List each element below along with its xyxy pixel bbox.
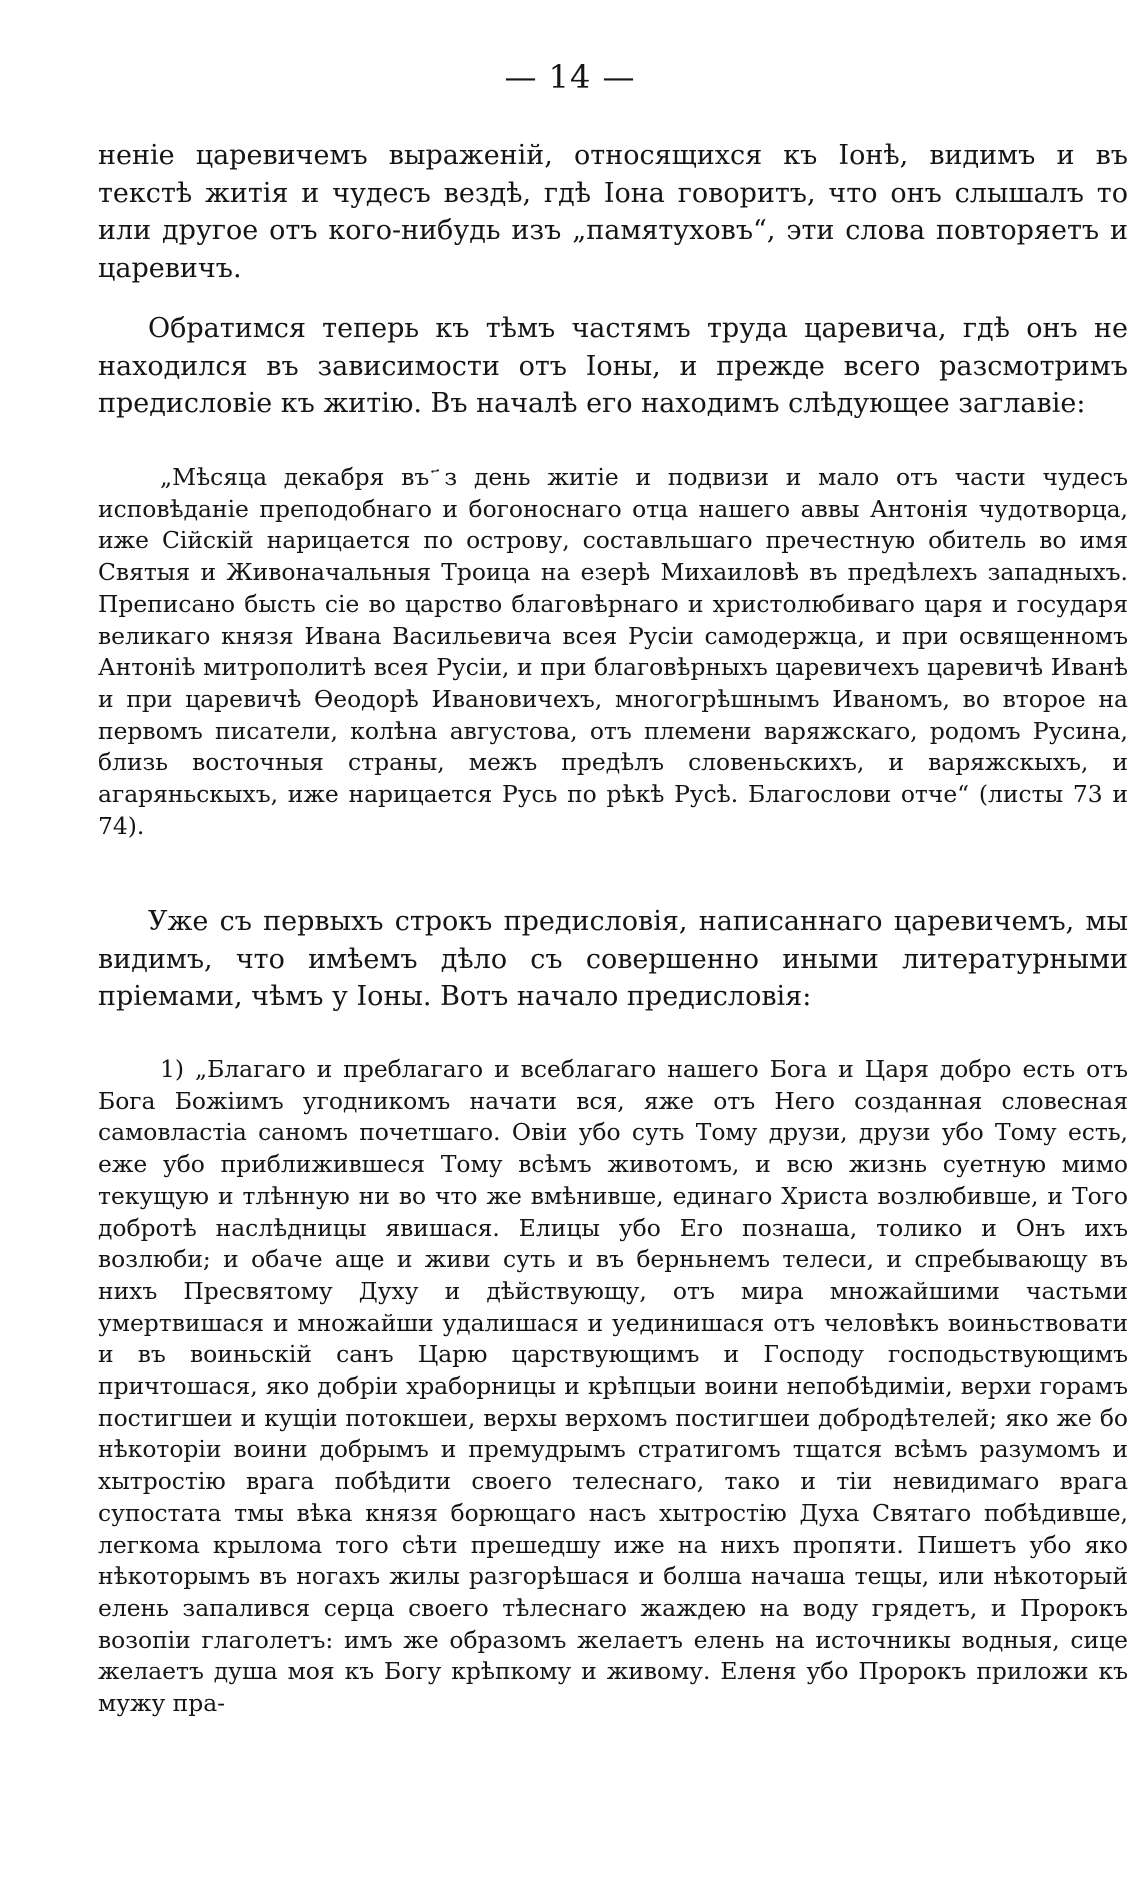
paragraph-preface-start	[98, 903, 1128, 1016]
paragraph-preface-intro	[98, 310, 1128, 423]
paragraph-text: Уже съ первыхъ строкъ предисловiя, написаннаго царевичемъ, мы видимъ, что имѣемъ дѣло съ совершенно иными литературными прiемами, чѣмъ у Iоны. Вотъ начало предисловiя:	[98, 906, 1128, 1012]
paragraph-text: ненiе царевичемъ выраженiй, относящихся къ Iонѣ, видимъ и въ текстѣ житiя и чудесъ вездѣ, гдѣ Iона говоритъ, что онъ слышалъ то или другое отъ кого-нибудь изъ „памятуховъ“, эти слова повторяетъ и царевичъ.	[98, 140, 1128, 284]
paragraph-continuation	[98, 137, 1128, 287]
quotation-text: 1) „Благаго и преблагаго и всеблагаго нашего Бога и Царя добро есть отъ Бога Божiимъ угодникомъ начати вся, яже отъ Него созданная словесная самовластiа саномъ почетшаго. Овiи убо суть Тому друзи, друзи убо Тому есть, еже убо приближившеся Тому всѣмъ животомъ, и всю жизнь суетную мимо текущую и тлѣнную ни во что же вмѣнивше, единаго Христа возлюбивше, и Того добротѣ наслѣдницы явишася. Елицы убо Его познаша, толико и Онъ ихъ возлюби; и обаче аще и живи суть и въ берньнемъ телеси, и спребывающу въ нихъ Пресвятому Духу и дѣйствующу, отъ мира множайшими частьми умертвишася и множайши удалишася и уединишася отъ человѣкъ воиньствовати и въ воиньскiй санъ Царю царствующимъ и Господу господьствующимъ причтошася, яко добрiи храборницы и крѣпцыи воини непобѣдимiи, верхи горамъ постигшеи и кущiи потокшеи, верхы верхомъ постигшеи добродѣтелей; яко же бо нѣкоторiи воини добрымъ и премудрымъ стратигомъ тщатся всѣмъ разумомъ и хытростiю врага побѣдити своего телеснаго, тако и тiи невидимаго врага супостата тмы вѣка князя борющаго насъ хытростiю Духа Святаго побѣдивше, легкома крылома того сѣти прешедшу иже на нихъ пропяти. Пишетъ убо яко нѣкоторымъ въ ногахъ жилы разгорѣшася и болша начаша тещы, или нѣкоторый елень запалився серца своего тѣлеснаго жаждею на воду грядетъ, и Пророкъ возопiи глаголетъ: имъ же образомъ желаетъ елень на источникы водныя, сице желаетъ душа моя къ Богу крѣпкому и живому. Еленя убо Пророкъ приложи къ мужу пра-	[98, 1055, 1128, 1718]
quotation-text: „Мѣсяца декабря въ ҃з день житiе и подвизи и мало отъ части чудесъ исповѣданiе преподобнаго и богоноснаго отца нашего аввы Антонiя чудотворца, иже Сiйскiй нарицается по острову, составльшаго пречестную обитель во имя Святыя и Живоначальныя Троица на езерѣ Михаиловѣ въ предѣлехъ западныхъ. Преписано бысть сiе во царство благовѣрнаго и христолюбиваго царя и государя великаго князя Ивана Васильевича всея Русiи самодержца, и при освященномъ Антонiѣ митрополитѣ всея Русiи, и при благовѣрныхъ царевичехъ царевичѣ Иванѣ и при царевичѣ Ѳеодорѣ Ивановичехъ, многогрѣшнымъ Иваномъ, во второе на первомъ писатели, колѣна августова, отъ племени варяжскаго, родомъ Русина, близь восточныя страны, межъ предѣлъ словеньскихъ, и варяжскыхъ, и агаряньскыхъ, иже нарицается Русь по рѣкѣ Русѣ. Благослови отче“ (листы 73 и 74).	[98, 463, 1128, 840]
quotation-preface	[98, 1054, 1128, 1720]
page-number: — 14 —	[504, 58, 636, 96]
quotation-title	[98, 462, 1128, 842]
paragraph-text: Обратимся теперь къ тѣмъ частямъ труда царевича, гдѣ онъ не находился въ зависимости отъ Iоны, и прежде всего разсмотримъ предисловiе къ житiю. Въ началѣ его находимъ слѣдующее заглавiе:	[98, 313, 1128, 419]
